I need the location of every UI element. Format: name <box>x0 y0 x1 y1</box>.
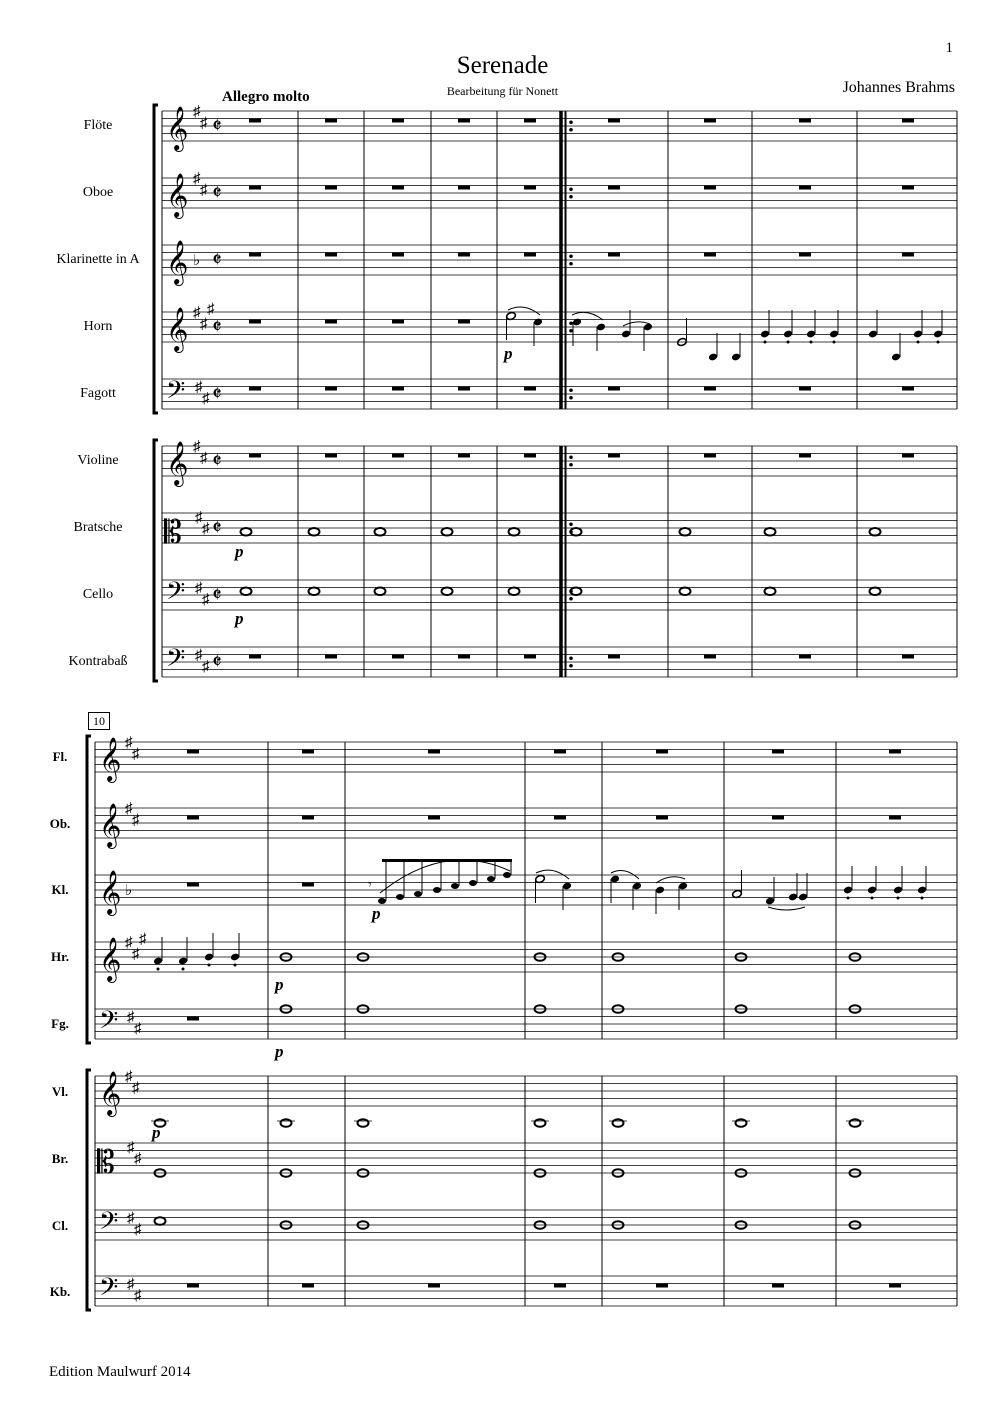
whole-rest <box>799 655 811 659</box>
whole-rest <box>608 655 620 659</box>
cut-time-icon: 𝄵 <box>212 315 222 340</box>
staccato-dot <box>182 968 185 971</box>
whole-rest <box>428 1284 440 1288</box>
sharp-icon: ♯ <box>125 735 133 751</box>
whole-note <box>870 528 881 536</box>
whole-rest <box>325 320 337 324</box>
sharp-icon: ♯ <box>125 1069 133 1085</box>
instrument-name-floete: Flöte <box>83 118 113 133</box>
treble-clef-icon: 𝄞 <box>99 937 122 981</box>
staccato-dot <box>833 341 836 344</box>
whole-rest <box>302 1284 314 1288</box>
measure-number-box: 10 <box>88 712 110 730</box>
treble-clef-icon: 𝄞 <box>166 240 189 284</box>
instrument-abbr-kb: Kb. <box>49 1284 71 1299</box>
sharp-icon: ♯ <box>134 1287 142 1304</box>
dynamic-p: p <box>235 542 244 561</box>
whole-rest <box>524 387 536 391</box>
staccato-dot <box>917 341 920 344</box>
whole-rest <box>392 186 404 190</box>
whole-note <box>613 1119 624 1127</box>
sharp-icon: ♯ <box>195 647 203 664</box>
instrument-abbr-fg: Fg. <box>51 1016 69 1031</box>
sharp-icon: ♯ <box>134 1020 142 1037</box>
whole-rest <box>704 454 716 458</box>
instrument-abbr-hr: Hr. <box>51 949 69 964</box>
repeat-dot <box>569 597 573 601</box>
whole-rest <box>889 1284 901 1288</box>
whole-rest <box>704 387 716 391</box>
whole-rest <box>392 387 404 391</box>
slur <box>508 307 540 315</box>
instrument-name-klarinette: Klarinette in A <box>56 252 140 267</box>
whole-rest <box>392 119 404 123</box>
dynamic-p: p <box>275 1042 284 1061</box>
whole-rest <box>656 816 668 820</box>
slur <box>656 877 685 883</box>
instrument-name-cello: Cello <box>82 587 114 602</box>
eighth-note <box>433 887 441 893</box>
instrument-name-oboe: Oboe <box>82 185 114 200</box>
bass-clef-icon: 𝄢 <box>99 1006 119 1041</box>
whole-note <box>375 587 386 595</box>
whole-rest <box>428 750 440 754</box>
sharp-icon: ♯ <box>134 1221 142 1238</box>
repeat-dot <box>569 329 573 333</box>
flat-icon: ♭ <box>125 883 133 899</box>
dynamic-p: p <box>275 975 284 994</box>
whole-rest <box>392 253 404 257</box>
whole-rest <box>249 655 261 659</box>
whole-note <box>535 1119 546 1127</box>
whole-rest <box>249 320 261 324</box>
whole-rest <box>187 750 199 754</box>
bass-clef-icon: 𝄢 <box>99 1207 119 1242</box>
repeat-dot <box>569 656 573 660</box>
whole-rest <box>524 454 536 458</box>
system-bracket <box>87 736 91 1043</box>
whole-rest <box>799 454 811 458</box>
sharp-icon: ♯ <box>195 379 203 396</box>
repeat-dot <box>569 120 573 124</box>
whole-rest <box>608 119 620 123</box>
whole-rest <box>889 750 901 754</box>
instrument-name-horn: Horn <box>83 319 113 334</box>
whole-note <box>442 587 453 595</box>
whole-note <box>509 528 520 536</box>
whole-rest <box>608 186 620 190</box>
whole-note <box>850 1119 861 1127</box>
whole-rest <box>458 320 470 324</box>
instrument-abbr-ob: Ob. <box>49 816 71 831</box>
whole-rest <box>799 387 811 391</box>
eighth-note <box>396 894 404 900</box>
repeat-dot <box>569 455 573 459</box>
publisher-footer: Edition Maulwurf 2014 <box>49 1364 191 1380</box>
whole-rest <box>325 253 337 257</box>
piece-subtitle: Bearbeitung für Nonett <box>446 84 559 98</box>
dynamic-p: p <box>504 344 513 363</box>
staccato-dot <box>764 341 767 344</box>
instrument-name-fagott: Fagott <box>80 386 116 401</box>
whole-note <box>309 528 320 536</box>
dynamic-p: p <box>372 904 381 923</box>
whole-rest <box>902 387 914 391</box>
sharp-icon: ♯ <box>127 1139 135 1156</box>
system-bracket <box>154 440 158 681</box>
sharp-icon: ♯ <box>193 171 201 187</box>
whole-rest <box>772 1284 784 1288</box>
staccato-dot <box>157 968 160 971</box>
staccato-dot <box>208 964 211 967</box>
repeat-dot <box>569 321 573 325</box>
whole-rest <box>325 454 337 458</box>
whole-rest <box>799 253 811 257</box>
whole-rest <box>458 387 470 391</box>
whole-rest <box>772 816 784 820</box>
sharp-icon: ♯ <box>134 1151 142 1167</box>
sharp-icon: ♯ <box>132 812 140 829</box>
repeat-dot <box>569 254 573 258</box>
repeat-dot <box>569 195 573 199</box>
staccato-dot <box>847 897 850 900</box>
whole-note <box>509 587 520 595</box>
sharp-icon: ♯ <box>202 521 210 537</box>
repeat-dot <box>569 187 573 191</box>
staccato-dot <box>871 897 874 900</box>
whole-rest <box>889 816 901 820</box>
sharp-icon: ♯ <box>127 1210 135 1227</box>
sharp-icon: ♯ <box>132 1080 140 1097</box>
whole-rest <box>704 119 716 123</box>
sharp-icon: ♯ <box>202 591 210 608</box>
whole-note <box>309 587 320 595</box>
whole-note <box>765 587 776 595</box>
whole-rest <box>458 253 470 257</box>
whole-rest <box>392 320 404 324</box>
whole-rest <box>325 387 337 391</box>
whole-note <box>375 528 386 536</box>
whole-rest <box>554 1284 566 1288</box>
repeat-dot <box>569 664 573 668</box>
treble-clef-icon: 𝄞 <box>99 803 122 847</box>
whole-rest <box>187 1284 199 1288</box>
sharp-icon: ♯ <box>200 115 208 132</box>
dynamic-p: p <box>235 609 244 628</box>
treble-clef-icon: 𝄞 <box>99 870 122 914</box>
sharp-icon: ♯ <box>193 104 201 120</box>
instrument-name-bratsche: Bratsche <box>73 520 123 535</box>
cut-time-icon: 𝄵 <box>212 181 222 206</box>
whole-rest <box>392 454 404 458</box>
whole-rest <box>608 454 620 458</box>
page-number: 1 <box>945 40 953 56</box>
whole-rest <box>608 387 620 391</box>
whole-rest <box>524 186 536 190</box>
treble-clef-icon: 𝄞 <box>166 173 189 217</box>
staccato-dot <box>937 341 940 344</box>
whole-note <box>680 528 691 536</box>
instrument-name-kontrabass: Kontrabaß <box>68 654 128 669</box>
eighth-note <box>487 876 495 882</box>
staccato-dot <box>897 897 900 900</box>
instrument-abbr-kl: Kl. <box>51 882 69 897</box>
whole-rest <box>608 253 620 257</box>
whole-rest <box>704 186 716 190</box>
whole-rest <box>302 750 314 754</box>
staccato-dot <box>810 341 813 344</box>
whole-rest <box>772 750 784 754</box>
whole-rest <box>458 454 470 458</box>
whole-rest <box>249 387 261 391</box>
repeat-dot <box>569 388 573 392</box>
system-bracket <box>87 1070 91 1310</box>
instrument-abbr-br: Br. <box>51 1151 69 1166</box>
cut-time-icon: 𝄵 <box>212 449 222 474</box>
whole-rest <box>554 750 566 754</box>
sharp-icon: ♯ <box>207 301 215 318</box>
whole-rest <box>187 883 199 887</box>
instrument-abbr-cl: Cl. <box>51 1218 69 1233</box>
whole-rest <box>458 119 470 123</box>
eighth-note <box>451 883 459 889</box>
whole-note <box>155 1217 166 1225</box>
whole-rest <box>656 750 668 754</box>
whole-rest <box>249 119 261 123</box>
cut-time-icon: 𝄵 <box>212 650 222 675</box>
bass-clef-icon: 𝄢 <box>166 577 186 612</box>
repeat-dot <box>569 396 573 400</box>
sharp-icon: ♯ <box>127 1276 135 1293</box>
sharp-icon: ♯ <box>139 931 147 948</box>
cut-time-icon: 𝄵 <box>212 583 222 608</box>
whole-rest <box>325 655 337 659</box>
sharp-icon: ♯ <box>195 509 203 526</box>
bass-clef-icon: 𝄢 <box>166 644 186 679</box>
slur <box>768 907 805 910</box>
sharp-icon: ♯ <box>202 658 210 675</box>
repeat-dot <box>569 262 573 266</box>
whole-rest <box>902 186 914 190</box>
whole-rest <box>458 655 470 659</box>
alto-clef-icon: 𝄡 <box>164 513 182 551</box>
cut-time-icon: 𝄵 <box>212 382 222 407</box>
treble-clef-icon: 𝄞 <box>99 737 122 781</box>
eighth-note <box>414 891 422 897</box>
sharp-icon: ♯ <box>132 746 140 763</box>
sharp-icon: ♯ <box>127 1009 135 1026</box>
whole-rest <box>799 119 811 123</box>
whole-note <box>442 528 453 536</box>
staccato-dot <box>921 897 924 900</box>
sharp-icon: ♯ <box>193 305 201 321</box>
bass-clef-icon: 𝄢 <box>99 1273 119 1308</box>
whole-note <box>281 1119 292 1127</box>
whole-rest <box>325 186 337 190</box>
whole-rest <box>656 1284 668 1288</box>
whole-rest <box>524 119 536 123</box>
whole-rest <box>302 816 314 820</box>
whole-rest <box>187 816 199 820</box>
whole-note <box>241 587 252 595</box>
sharp-icon: ♯ <box>202 390 210 407</box>
eighth-note <box>469 880 477 886</box>
treble-clef-icon: 𝄞 <box>166 441 189 485</box>
treble-clef-icon: 𝄞 <box>166 106 189 150</box>
cut-time-icon: 𝄵 <box>212 248 222 273</box>
repeat-dot <box>569 463 573 467</box>
treble-clef-icon: 𝄞 <box>166 307 189 351</box>
tempo-marking: Allegro molto <box>222 89 310 105</box>
whole-rest <box>902 655 914 659</box>
whole-rest <box>428 816 440 820</box>
instrument-abbr-vl: Vl. <box>51 1084 69 1099</box>
whole-rest <box>524 655 536 659</box>
whole-rest <box>249 186 261 190</box>
whole-rest <box>325 119 337 123</box>
bass-clef-icon: 𝄢 <box>166 376 186 411</box>
whole-rest <box>902 119 914 123</box>
whole-note <box>765 528 776 536</box>
sharp-icon: ♯ <box>195 580 203 597</box>
cut-time-icon: 𝄵 <box>212 516 222 541</box>
whole-rest <box>554 816 566 820</box>
sharp-icon: ♯ <box>125 801 133 817</box>
treble-clef-icon: 𝄞 <box>99 1071 122 1115</box>
whole-rest <box>249 253 261 257</box>
eighth-rest-icon: 𝄾 <box>368 877 372 893</box>
instrument-abbr-fl: Fl. <box>52 749 68 764</box>
system-bracket <box>154 105 158 413</box>
instrument-name-violine: Violine <box>77 453 119 468</box>
whole-rest <box>902 253 914 257</box>
whole-note <box>736 1119 747 1127</box>
piece-title: Serenade <box>456 52 549 79</box>
repeat-dot <box>569 128 573 132</box>
repeat-dot <box>569 522 573 526</box>
whole-rest <box>392 655 404 659</box>
whole-note <box>241 528 252 536</box>
sharp-icon: ♯ <box>200 316 208 333</box>
staccato-dot <box>234 964 237 967</box>
slur <box>536 870 569 879</box>
whole-rest <box>249 454 261 458</box>
eighth-note <box>503 872 511 878</box>
dynamic-p: p <box>152 1123 161 1142</box>
whole-rest <box>704 655 716 659</box>
sharp-icon: ♯ <box>200 450 208 467</box>
sharp-icon: ♯ <box>132 946 140 963</box>
sharp-icon: ♯ <box>200 182 208 199</box>
alto-clef-icon: 𝄡 <box>97 1143 115 1181</box>
sharp-icon: ♯ <box>193 439 201 455</box>
whole-rest <box>704 253 716 257</box>
whole-note <box>870 587 881 595</box>
whole-rest <box>302 883 314 887</box>
flat-icon: ♭ <box>193 253 201 269</box>
whole-rest <box>799 186 811 190</box>
whole-rest <box>902 454 914 458</box>
cut-time-icon: 𝄵 <box>212 114 222 139</box>
whole-rest <box>458 186 470 190</box>
whole-note <box>680 587 691 595</box>
staccato-dot <box>787 341 790 344</box>
composer-name: Johannes Brahms <box>842 79 955 96</box>
whole-rest <box>187 1017 199 1021</box>
whole-note <box>358 1119 369 1127</box>
sharp-icon: ♯ <box>125 935 133 951</box>
whole-rest <box>524 253 536 257</box>
